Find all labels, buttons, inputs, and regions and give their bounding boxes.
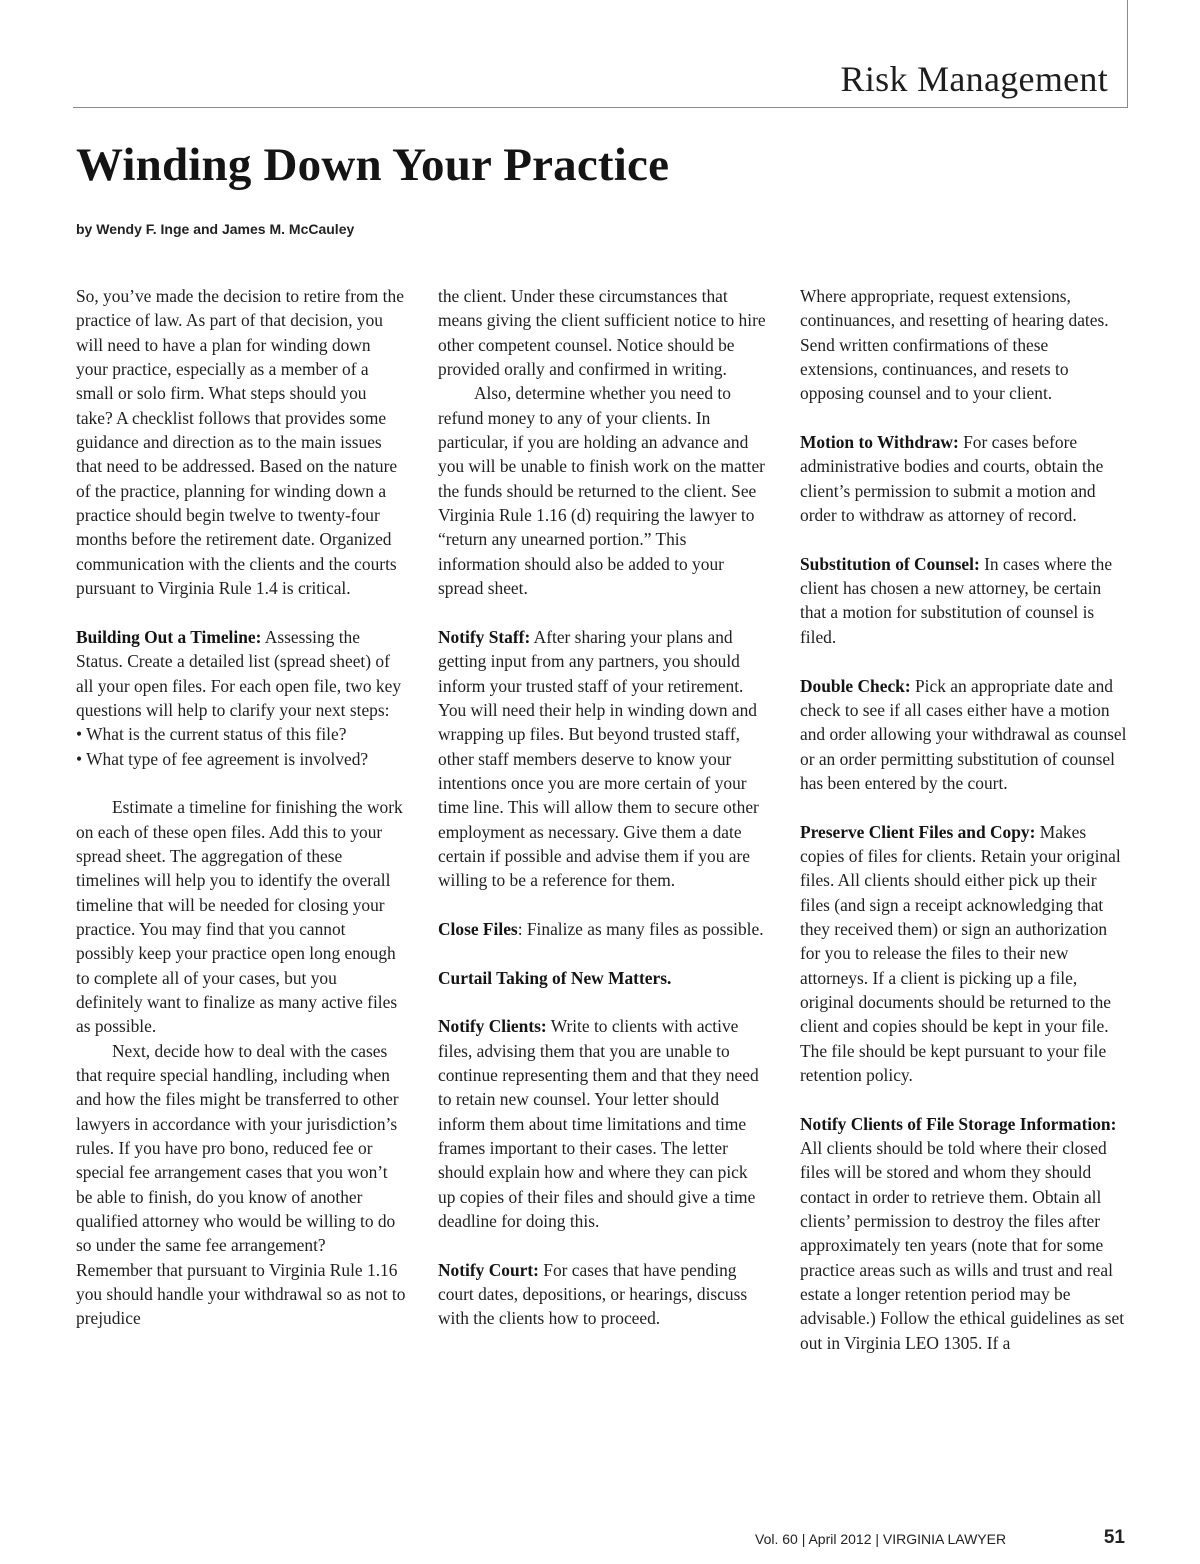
- estimate-paragraph: Estimate a timeline for finishing the work on each of these open files. Add this to your spread sheet. The aggregation of these timelines will help you to identify the overall timeline that will be needed for closing your practice. You may find that you cannot possibly keep your practice open long enough to complete all of your cases, but you definitely want to finalize as many active files as possible.: [76, 797, 403, 1037]
- bullet-item: • What type of fee agreement is involved?: [76, 748, 369, 769]
- preserve-files-paragraph: [800, 820, 1130, 1088]
- double-check-text: Pick an appropriate date and check to see if all cases either have a motion and order allowing your withdrawal as counsel or an order permitting substitution of counsel has been entered by the court.: [800, 675, 1127, 793]
- file-storage-text: All clients should be told where their closed files will be stored and whom they should contact in order to retrieve them. Obtain all clients’ permission to destroy the files after approximately ten years (note that for some practice areas such as wills and trust and real estate a longer retention period may be advisable.) Follow the ethical guidelines as set out in Virginia LEO 1305. If a: [800, 1138, 1125, 1353]
- section-label: Risk Management: [840, 59, 1108, 99]
- substitution-paragraph: [800, 552, 1130, 649]
- close-files-heading: Close Files: [438, 918, 518, 939]
- notify-staff-paragraph: [438, 625, 768, 893]
- notify-court-text: For cases that have pending court dates, depositions, or hearings, discuss with the clients how to proceed.: [438, 1259, 748, 1329]
- close-files-text: : Finalize as many files as possible.: [517, 918, 764, 939]
- issue-info: Vol. 60 | April 2012 | VIRGINIA LAWYER: [755, 1531, 1007, 1547]
- notify-staff-text: After sharing your plans and getting input from any partners, you should inform your trusted staff of your retirement. You will need their help in winding down and wrapping up files. But beyond trusted staff, other staff members deserve to know your intentions once you are more certain of your time line. This will allow them to secure other employment as necessary. Give them a date certain if possible and advise them if you are willing to be a reference for them.: [438, 626, 759, 891]
- notify-staff-heading: Notify Staff:: [438, 626, 531, 647]
- double-check-heading: Double Check:: [800, 675, 911, 696]
- withdraw-text: For cases before administrative bodies and courts, obtain the client’s permission to submit a motion and order to withdraw as attorney of record.: [800, 432, 1104, 526]
- article-byline: by Wendy F. Inge and James M. McCauley: [76, 221, 355, 237]
- substitution-text: In cases where the client has chosen a new attorney, be certain that a motion for substitution of counsel is filed.: [800, 553, 1113, 647]
- timeline-text: Assessing the Status. Create a detailed list (spread sheet) of all your open files. For each open file, two key questions will help to clarify your next steps:: [76, 626, 402, 720]
- timeline-paragraph: [76, 625, 406, 722]
- substitution-heading: Substitution of Counsel:: [800, 553, 980, 574]
- continued-paragraph: the client. Under these circumstances that means giving the client sufficient notice to hire other competent counsel. Notice should be provided orally and confirmed in writing.: [438, 286, 766, 380]
- file-storage-heading: Notify Clients of File Storage Information:: [800, 1113, 1117, 1134]
- withdraw-paragraph: [800, 430, 1130, 527]
- continued-paragraph: Where appropriate, request extensions, continuances, and resetting of hearing dates. Send written confirmations of these extensions, continuances, and resets to opposing counsel and to your client.: [800, 286, 1109, 404]
- column-3: [800, 284, 1130, 1355]
- notify-clients-heading: Notify Clients:: [438, 1016, 547, 1037]
- withdraw-heading: Motion to Withdraw:: [800, 432, 959, 453]
- next-paragraph: Next, decide how to deal with the cases that require special handling, including when and how the files might be transferred to other lawyers in accordance with your jurisdiction’s rules. If you have pro bono, reduced fee or special fee arrangement cases that you won’t be able to finish, do you know of another qualified attorney who would be willing to do so under the same fee arrangement? Remember that pursuant to Virginia Rule 1.16 you should handle your withdrawal so as not to prejudice: [76, 1040, 406, 1329]
- column-2: [438, 284, 768, 1331]
- file-storage-paragraph: [800, 1112, 1130, 1355]
- notify-clients-text: Write to clients with active files, advising them that you are unable to continue representing them and that they need to retain new counsel. Your letter should inform them about time limitations and time frames important to their cases. The letter should explain how and where they can pick up copies of their files and should give a time deadline for doing this.: [438, 1016, 759, 1232]
- double-check-paragraph: [800, 674, 1130, 796]
- preserve-files-heading: Preserve Client Files and Copy:: [800, 821, 1036, 842]
- notify-court-paragraph: [438, 1258, 768, 1331]
- notify-clients-paragraph: [438, 1014, 768, 1233]
- curtail-heading-paragraph: [438, 966, 768, 990]
- preserve-files-text: Makes copies of files for clients. Retain your original files. All clients should either pick up their files (and sign a receipt acknowledging that they received them) or sign an authorization for you to release the files to their new attorneys. If a client is picking up a file, original documents should be returned to the client and copies should be kept in your file. The file should be kept pursuant to your file retention policy.: [800, 821, 1121, 1085]
- bullet-item: • What is the current status of this file?: [76, 724, 347, 745]
- notify-court-heading: Notify Court:: [438, 1259, 539, 1280]
- column-1: [76, 284, 406, 1331]
- curtail-heading: Curtail Taking of New Matters.: [438, 967, 672, 988]
- intro-paragraph: So, you’ve made the decision to retire from the practice of law. As part of that decision, you will need to have a plan for winding down your practice, especially as a member of a small or solo firm. What steps should you take? A checklist follows that provides some guidance and direction as to the main issues that need to be addressed. Based on the nature of the practice, planning for winding down a practice should begin twelve to twenty-four months before the retirement date. Organized communication with the clients and the courts pursuant to Virginia Rule 1.4 is critical.: [76, 286, 404, 599]
- refund-paragraph: Also, determine whether you need to refund money to any of your clients. In particular, if you are holding an advance and you will be unable to finish work on the matter the funds should be returned to the client. See Virginia Rule 1.16 (d) requiring the lawyer to “return any unearned portion.” This information should also be added to your spread sheet.: [438, 383, 765, 599]
- header-rule-vertical: [1127, 0, 1128, 108]
- header-rule: [73, 107, 1128, 108]
- article-title: Winding Down Your Practice: [76, 139, 670, 191]
- page-number: 51: [1103, 1527, 1125, 1548]
- timeline-heading: Building Out a Timeline:: [76, 626, 262, 647]
- close-files-paragraph: [438, 917, 768, 941]
